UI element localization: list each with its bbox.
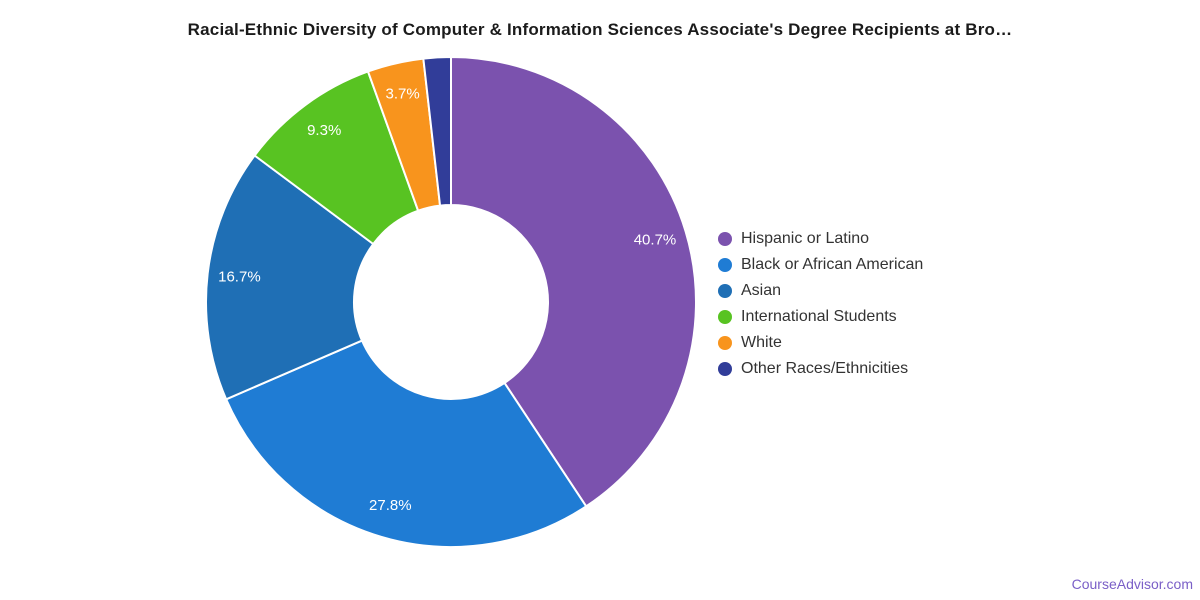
slice-label-white: 3.7%	[385, 85, 420, 103]
legend-label: Hispanic or Latino	[741, 230, 870, 247]
legend-marker-icon	[718, 362, 732, 376]
legend-label: Other Races/Ethnicities	[741, 360, 909, 377]
chart-title: Racial-Ethnic Diversity of Computer & Information Sciences Associate's Degree Recipients at Bro…	[187, 20, 1013, 39]
legend-label: Asian	[741, 282, 782, 299]
legend-item-white[interactable]	[718, 332, 923, 353]
legend-label: International Students	[741, 308, 897, 325]
slice-label-international-students: 9.3%	[307, 121, 342, 139]
legend-item-black-or-african-american[interactable]	[718, 254, 923, 275]
legend-marker-icon	[718, 336, 732, 350]
legend-item-other-races-ethnicities[interactable]	[718, 358, 923, 379]
legend-item-international-students[interactable]	[718, 306, 923, 327]
slice-label-hispanic-or-latino: 40.7%	[633, 231, 677, 249]
legend-marker-icon	[718, 284, 732, 298]
legend-marker-icon	[718, 258, 732, 272]
legend-label: Black or African American	[741, 256, 924, 273]
courseadvisor-watermark[interactable]: CourseAdvisor.com	[1071, 576, 1193, 592]
legend-marker-icon	[718, 310, 732, 324]
slice-label-black-or-african-american: 27.8%	[369, 497, 412, 515]
legend-item-hispanic-or-latino[interactable]	[718, 228, 923, 249]
legend	[718, 228, 923, 379]
legend-label: White	[741, 334, 782, 351]
legend-marker-icon	[718, 232, 732, 246]
legend-item-asian[interactable]	[718, 280, 923, 301]
slice-label-asian: 16.7%	[218, 268, 261, 286]
